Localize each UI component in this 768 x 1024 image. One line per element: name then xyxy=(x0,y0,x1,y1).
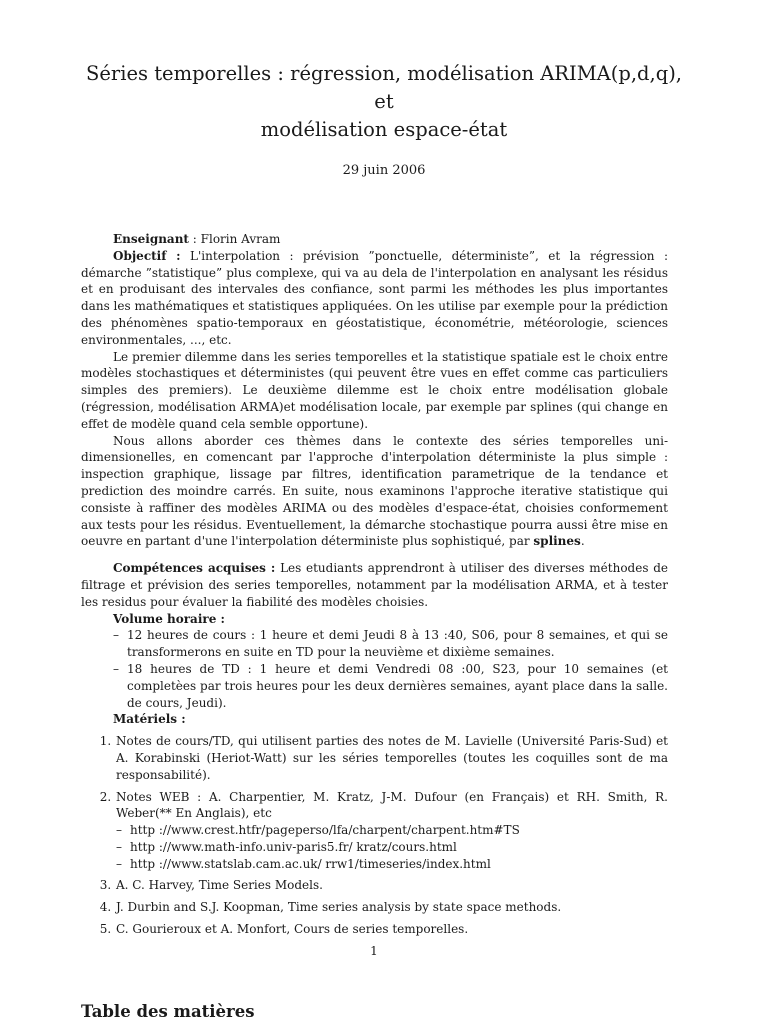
list-item: 4. J. Durbin and S.J. Koopman, Time series analysis by state space methods. xyxy=(115,899,668,916)
materials-heading xyxy=(113,711,668,728)
competences-label: Compétences acquises : xyxy=(113,561,276,576)
list-item: 5. C. Gourieroux et A. Monfort, Cours de series temporelles. xyxy=(115,921,668,938)
url-link[interactable]: – http ://www.crest.htfr/pageperso/lfa/charpent/charpent.htm#TS xyxy=(116,822,668,839)
web-notes-text: Notes WEB : A. Charpentier, M. Kratz, J-M. Dufour (en Français) et RH. Smith, R. Weber(** En Anglais), etc xyxy=(116,789,668,821)
volume-label: Volume horaire : xyxy=(113,611,225,626)
list-item xyxy=(115,789,668,873)
objective-label: Objectif : xyxy=(113,248,181,263)
materials-list xyxy=(81,733,668,938)
approach-paragraph xyxy=(81,433,668,551)
objective-text: L'interpolation : prévision ”ponctuelle, déterministe”, et la régression : démarche ”statistique” plus complexe, qui va au dela de l'interpolation en analysant les résidus et en produisant des intervales des confiance, sont parmi les méthodes les plus importantes dans les mathématiques et statistiques appliquées. On les utilise par exemple pour la prédiction des phénomènes spatio-temporaux en géostatistique, économétrie, météorologie, sciences environmentales, ..., etc. xyxy=(81,248,668,347)
document-title xyxy=(80,60,688,144)
list-item: – 12 heures de cours : 1 heure et demi Jeudi 8 à 13 :40, S06, pour 8 semaines, et qui se transformerons en suite en TD pour la neuvième et dixième semaines. xyxy=(113,627,668,661)
list-item: 3. A. C. Harvey, Time Series Models. xyxy=(115,877,668,894)
volume-list xyxy=(81,627,668,711)
competences-text: Les etudiants apprendront à utiliser des diverses méthodes de filtrage et prévision des series temporelles, notamment par la modélisation ARMA, et à tester les residus pour évaluer la fiabilité des modèles choisies. xyxy=(81,561,668,609)
title-line-2: modélisation espace-état xyxy=(260,118,508,141)
teacher-name: Florin Avram xyxy=(200,232,281,246)
materials-label: Matériels : xyxy=(113,712,186,727)
list-item: – 18 heures de TD : 1 heure et demi Vendredi 08 :00, S23, pour 10 semaines (et completèes par trois heures pour les deux dernières semaines, ayant place dans la salle. de cours, Jeudi). xyxy=(113,661,668,711)
list-item: 1. Notes de cours/TD, qui utilisent parties des notes de M. Lavielle (Université Paris-Sud) et A. Korabinski (Heriot-Watt) sur les séries temporelles (toutes les coquilles sont de ma responsabilité). xyxy=(115,733,668,783)
competences-paragraph xyxy=(81,560,668,610)
page-number: 1 xyxy=(370,944,378,958)
approach-text: Nous allons aborder ces thèmes dans le contexte des séries temporelles uni-dimensionelles, en comencant par l'approche d'interpolation déterministe la plus simple : inspection graphique, lissage par filtres, identification parametrique de la tendance et prediction des moindre carrés. En suite, nous examinons l'approche iterative statistique qui consiste à raffiner des modèles ARIMA ou des modèles d'espace-état, choisies conformement aux tests pour les résidus. Eventuellement, la démarche stochastique pourra aussi être mise en oeuvre en partant d'une l'interpolation déterministe plus sophistiqué, par xyxy=(81,433,668,549)
title-line-1: Séries temporelles : régression, modélisation ARIMA(p,d,q), et xyxy=(86,62,682,113)
url-list xyxy=(116,822,668,872)
teacher-label: Enseignant xyxy=(113,232,189,246)
url-link[interactable]: – http ://www.statslab.cam.ac.uk/ rrw1/timeseries/index.html xyxy=(116,856,668,873)
volume-heading xyxy=(113,611,668,628)
approach-end: . xyxy=(580,534,585,549)
document-body xyxy=(81,231,668,943)
dilemma-paragraph: Le premier dilemme dans les series temporelles et la statistique spatiale est le choix entre modèles stochastiques et déterministes (qui peuvent être vues en effet comme cas particuliers simples des premiers). Le deuxième dilemme est le choix entre modélisation globale (régression, modélisation ARMA)et modélisation locale, par exemple par splines (qui change en effet de modèle quand cela semble opportune). xyxy=(81,349,668,431)
document-date: 29 juin 2006 xyxy=(342,163,426,178)
objective-paragraph xyxy=(81,248,668,349)
teacher-line xyxy=(81,231,668,248)
url-link[interactable]: – http ://www.math-info.univ-paris5.fr/ kratz/cours.html xyxy=(116,839,668,856)
toc-heading: Table des matières xyxy=(81,1002,255,1021)
teacher-separator: : xyxy=(188,232,201,246)
splines-term: splines xyxy=(533,534,581,549)
